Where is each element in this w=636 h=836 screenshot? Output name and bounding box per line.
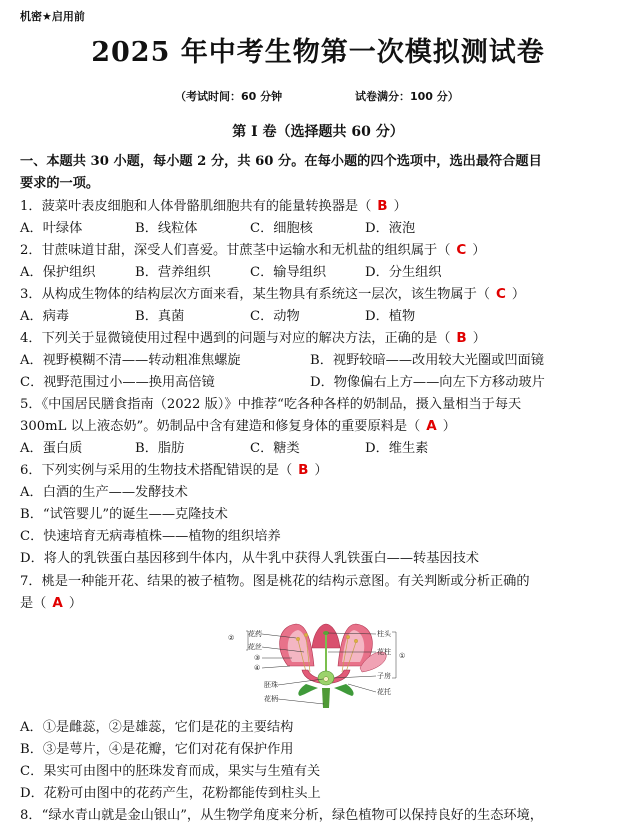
question-5-stem: 5．《中国居民膳食指南（2022 版）》中推荐“吃各种各样的奶制品，摄入量相当于每天 xyxy=(20,397,522,412)
ovule xyxy=(324,677,329,682)
option-b: B．视野较暗——改用较大光圈或凹面镜 xyxy=(310,353,544,368)
label-receptacle: 花托 xyxy=(377,688,391,696)
option-d: D．植物 xyxy=(365,309,416,324)
question-2-options xyxy=(20,261,480,280)
label-stigma: 柱头 xyxy=(377,630,391,638)
question-7-option-a: A．①是雌蕊，②是雄蕊，它们是花的主要结构 xyxy=(20,720,294,735)
exam-title: 2025 年中考生物第一次模拟测试卷 xyxy=(91,37,545,68)
option-c: C．视野范围过小——换用高倍镜 xyxy=(20,375,215,390)
instructions-line-1: 一、本题共 30 小题，每小题 2 分，共 60 分。在每小题的四个选项中，选出最符合题目 xyxy=(20,154,542,169)
option-c: C．糖类 xyxy=(250,441,300,456)
question-6-option-b: B．“试管婴儿”的诞生——克隆技术 xyxy=(20,507,228,522)
question-6-option-c: C．快速培育无病毒植株——植物的组织培养 xyxy=(20,529,281,544)
option-a: A．叶绿体 xyxy=(20,221,83,236)
answer-mark: A xyxy=(426,418,437,434)
pedicel xyxy=(322,688,330,708)
option-b: B．营养组织 xyxy=(135,265,211,280)
sepal-right xyxy=(334,684,354,696)
option-d: D．物像偏右上方——向左下方移动玻片 xyxy=(310,375,545,390)
peach-flower-svg xyxy=(226,618,426,710)
question-4-options-cd xyxy=(20,371,600,390)
option-b: B．真菌 xyxy=(135,309,185,324)
label-4: ④ xyxy=(254,664,261,672)
option-b: B．脂肪 xyxy=(135,441,185,456)
option-a: A．视野模糊不清——转动粗准焦螺旋 xyxy=(20,353,241,368)
label-style: 花柱 xyxy=(377,648,391,656)
answer-mark: B xyxy=(456,330,467,346)
question-4-options-ab xyxy=(20,349,600,368)
option-a: A．蛋白质 xyxy=(20,441,83,456)
label-2: ② xyxy=(228,634,235,642)
question-3-options xyxy=(20,305,480,324)
answer-mark: B xyxy=(298,462,309,478)
peach-flower-diagram xyxy=(226,618,426,710)
option-c: C．输导组织 xyxy=(250,265,327,280)
question-1-options xyxy=(20,217,480,236)
question-7-option-b: B．③是萼片，④是花瓣，它们对花有保护作用 xyxy=(20,742,294,757)
answer-mark: A xyxy=(52,595,63,611)
answer-mark: C xyxy=(495,286,506,302)
question-6-stem: 6．下列实例与采用的生物技术搭配错误的是（ B ） xyxy=(20,462,328,478)
question-3-stem: 3．从构成生物体的结构层次方面来看，某生物具有系统这一层次，该生物属于（ C ） xyxy=(20,286,526,302)
question-7-stem-cont: 是（ A ） xyxy=(20,595,83,611)
question-6-option-d: D．将人的乳铁蛋白基因移到牛体内，从牛乳中获得人乳铁蛋白——转基因技术 xyxy=(20,551,479,566)
question-2-stem: 2．甘蔗味道甘甜，深受人们喜爱。甘蔗茎中运输水和无机盐的组织属于（ C ） xyxy=(20,242,486,258)
instructions-line-2: 要求的一项。 xyxy=(20,176,100,191)
label-filament: 花丝 xyxy=(248,643,262,651)
option-a: A．病毒 xyxy=(20,309,70,324)
option-c: C．动物 xyxy=(250,309,300,324)
answer-mark: B xyxy=(377,198,388,214)
part-heading: 第 I 卷（选择题共 60 分） xyxy=(232,124,404,140)
question-7-option-d: D．花粉可由图中的花药产生，花粉都能传到柱头上 xyxy=(20,786,321,801)
label-pedicel: 花柄 xyxy=(264,695,278,703)
question-4-stem: 4．下列关于显微镜使用过程中遇到的问题与对应的解决方法，正确的是（ B ） xyxy=(20,330,486,346)
label-anther: 花药 xyxy=(248,630,262,638)
question-7-stem: 7．桃是一种能开花、结果的被子植物。图是桃花的结构示意图。有关判断或分析正确的 xyxy=(20,574,530,589)
label-ovule: 胚珠 xyxy=(264,681,278,689)
option-b: B．线粒体 xyxy=(135,221,198,236)
label-ovary: 子房 xyxy=(377,672,391,680)
option-a: A．保护组织 xyxy=(20,265,96,280)
question-7-option-c: C．果实可由图中的胚珠发育而成，果实与生殖有关 xyxy=(20,764,321,779)
confidential-label: 机密★启用前 xyxy=(20,10,85,23)
question-5-stem-cont: 300mL 以上液态奶”。奶制品中含有建造和修复身体的重要原料是（ A ） xyxy=(20,418,456,434)
answer-mark: C xyxy=(456,242,467,258)
question-1-stem: 1．菠菜叶表皮细胞和人体骨骼肌细胞共有的能量转换器是（ B ） xyxy=(20,198,407,214)
option-c: C．细胞核 xyxy=(250,221,313,236)
question-6-option-a: A．白酒的生产——发酵技术 xyxy=(20,485,188,500)
option-d: D．分生组织 xyxy=(365,265,442,280)
sepal-left xyxy=(298,684,318,696)
question-5-options xyxy=(20,437,480,456)
question-8-stem: 8．“绿水青山就是金山银山”，从生物学角度来分析，绿色植物可以保持良好的生态环境， xyxy=(20,808,543,823)
option-d: D．维生素 xyxy=(365,441,429,456)
option-d: D．液泡 xyxy=(365,221,416,236)
exam-score: 试卷满分：100 分） xyxy=(355,90,459,103)
label-3: ③ xyxy=(254,654,261,662)
exam-time: （考试时间：60 分钟 xyxy=(175,90,283,103)
label-1: ① xyxy=(399,652,406,660)
